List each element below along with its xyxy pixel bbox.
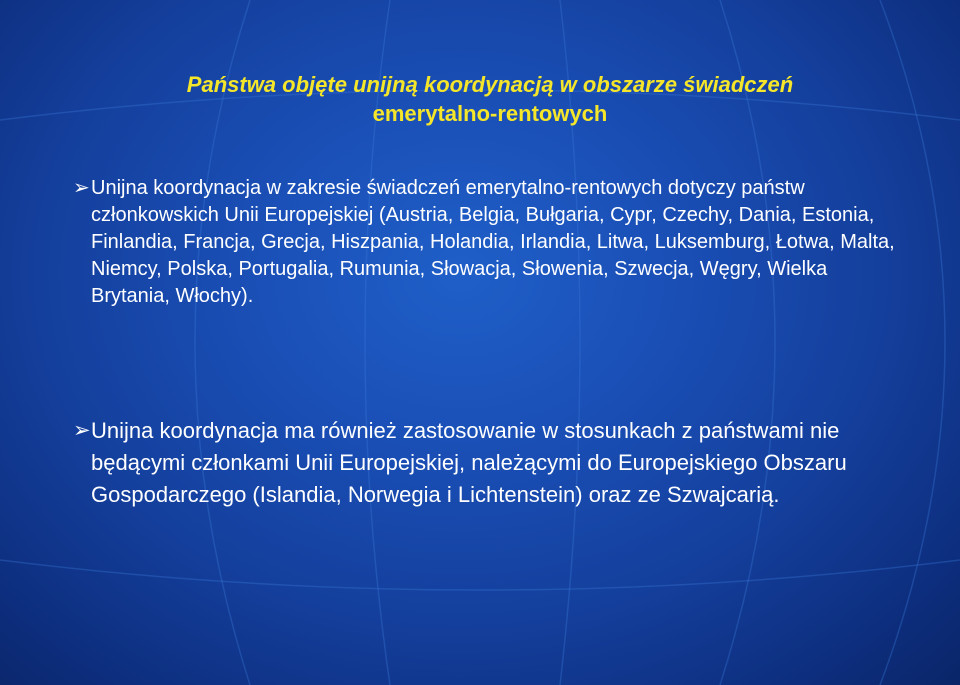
bullet-eea-switzerland [73,415,873,511]
arrow-bullet-icon: ➢ [73,177,90,199]
arrow-bullet-icon: ➢ [73,419,91,442]
bullet-text: Unijna koordynacja w zakresie świadczeń emerytalno-rentowych dotyczy państw członkowskich Unii Europejskiej (Austria, Belgia, Bułgaria, Cypr, Czechy, Dania, Estonia, Finlandia, Francja, Grecja, Hiszpania, Holandia, Irlandia, Litwa, Luksemburg, Łotwa, Malta, Niemcy, Polska, Portugalia, Rumunia, Słowacja, Słowenia, Szwecja, Węgry, Wielka Brytania, Włochy). [91,177,895,307]
title-line-2: emerytalno-rentowych [372,101,608,126]
title-line-1: Państwa objęte unijną koordynacją w obszarze świadczeń [186,72,794,97]
bullet-text: Unijna koordynacja ma również zastosowanie w stosunkach z państwami nie będącymi członkami Unii Europejskiej, należącymi do Europejskiego Obszaru Gospodarczego (Islandia, Norwegia i Lichtenstein) oraz ze Szwajcarią. [91,418,847,507]
bullet-eu-members [73,175,903,310]
slide-title [60,70,920,128]
